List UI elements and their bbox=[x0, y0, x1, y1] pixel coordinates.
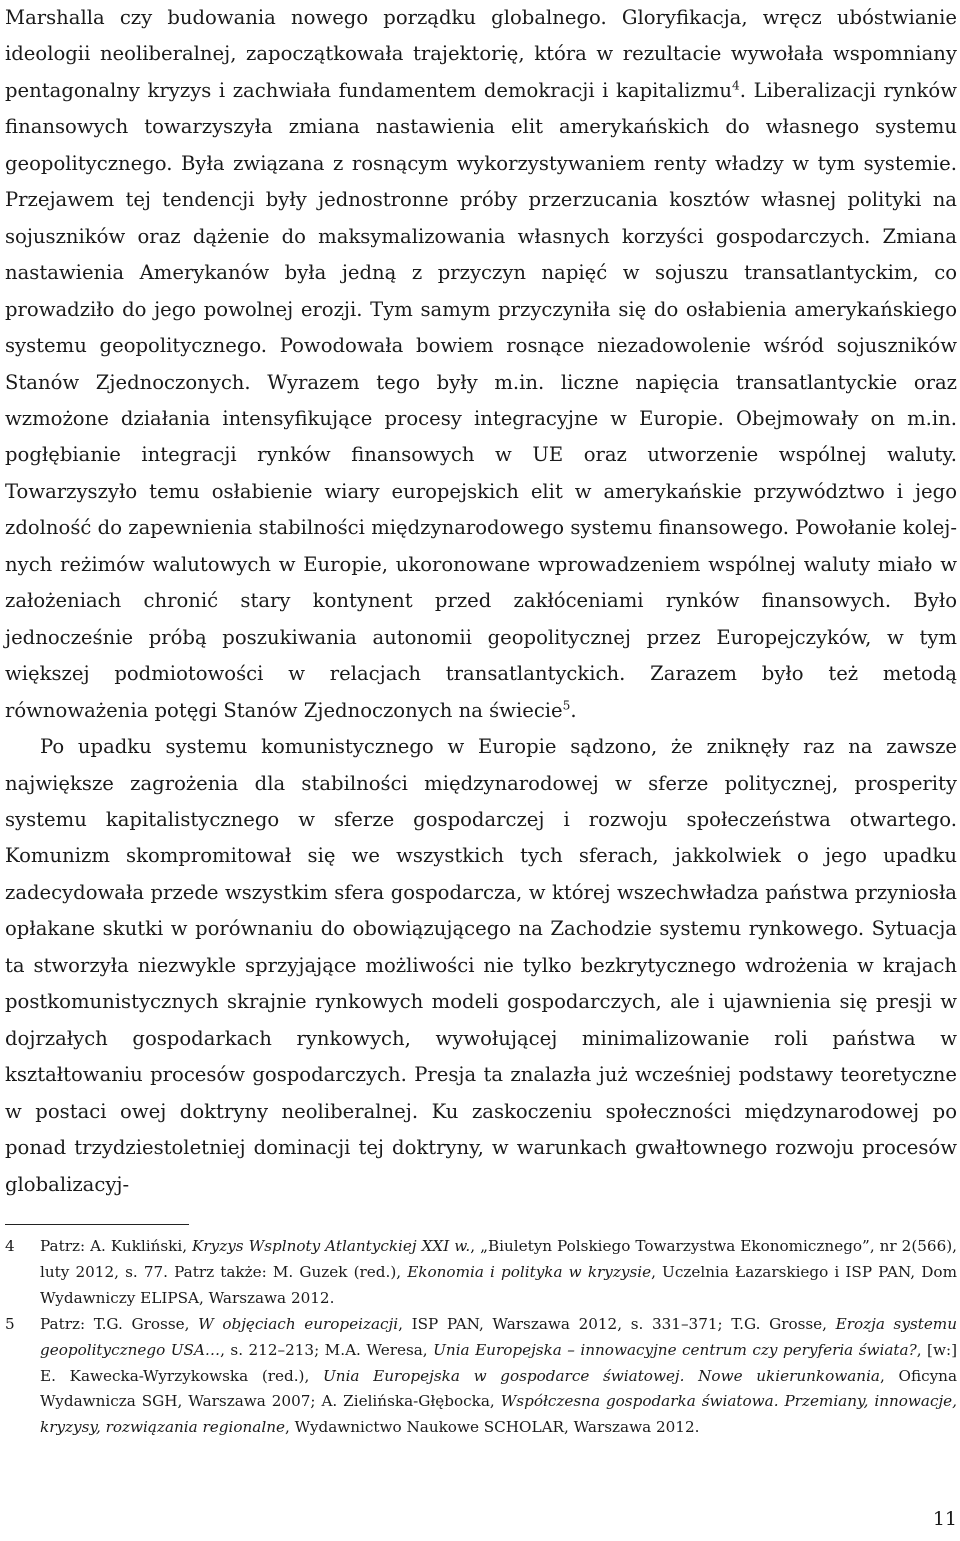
footnote-number: 4 bbox=[5, 1237, 15, 1255]
footnote-segment: , s. 212–213; M.A. Weresa, bbox=[220, 1340, 434, 1359]
footnote-segment: , Uczelnia Łazarskiego i ISP PAN, Dom Wydawniczy ELIPSA, Warszawa 2012. bbox=[40, 1262, 957, 1307]
footnote-title: W objęciach europeizacji bbox=[198, 1314, 399, 1333]
footnotes bbox=[5, 1234, 957, 1441]
footnote-segment: Patrz: A. Kukliński, bbox=[40, 1237, 193, 1255]
footnote-separator bbox=[5, 1224, 189, 1225]
footnote-text bbox=[40, 1234, 957, 1312]
footnote-title: Unia Europejska – innowacyjne centrum czy peryferia świata? bbox=[433, 1340, 917, 1359]
footnote-title: Ekonomia i polityka w kryzysie bbox=[407, 1262, 652, 1281]
paragraph bbox=[5, 729, 957, 1203]
footnote-segment: , [w:] E. Kawecka-Wyrzykowska (red.), bbox=[40, 1340, 958, 1385]
footnote bbox=[5, 1312, 957, 1442]
paragraph-text: . Liberalizacji rynków finansowych towarzyszyła zmiana nastawienia elit amerykańskich do własnego systemu geopolitycznego. Była związana z rosnącym wykorzystywaniem renty władzy w tym systemie. Przejawem tej tendencji były jednostronne próby przerzucania kosztów własnej polityki na sojuszników oraz dążenie do maksymalizowania własnych korzyści gospodarczych. Zmiana nastawienia Amerykanów była jedną z przyczyn napięć w sojuszu transatlantyckim, co prowadziło do jego powolnej erozji. Tym samym przyczyniła się do osłabienia amerykańskiego systemu geopolitycznego. Powodowała bowiem rosnące niezadowolenie wśród sojuszników Stanów Zjednoczonych. Wyrazem tego były m.in. liczne napięcia transatlantyckie oraz wzmożone działania intensyfikujące procesy integracyjne w Europie. Obejmowały on m.in. pogłębianie integracji rynków finansowych w UE oraz utworzenie wspólnej waluty. Towarzyszyło temu osłabienie wiary europejskich elit w amerykańskie przywództwo i jego zdolność do zapewnienia stabilności międzynarodowego systemu finansowego. Powołanie kolejnych reżimów walutowych w Europie, ukoronowane wprowadzeniem wspólnej waluty miało w założeniach chronić stary kontynent przed zakłóceniami rynków finansowych. Było jednocześnie próbą poszukiwania autonomii geopolitycznej przez Europejczyków, w tym większej podmiotowości w relacjach transatlantyckich. Zarazem było też metodą równoważenia potęgi Stanów Zjednoczonych na świecie bbox=[5, 78, 958, 722]
footnote-segment: , Oficyna Wydawnicza SGH, Warszawa 2007; A. Zielińska-Głębocka, bbox=[40, 1366, 958, 1411]
footnote-title: Erozja systemu geopolitycznego USA… bbox=[40, 1314, 957, 1359]
footnote-segment: , ISP PAN, Warszawa 2012, s. 331–371; T.G. Grosse, bbox=[398, 1314, 836, 1333]
footnote-title: Współczesna gospodarka światowa. Przemiany, innowacje, kryzysy, rozwiązania regionalne bbox=[40, 1392, 957, 1437]
footnote-segment: , „Biuletyn Polskiego Towarzystwa Ekonomicznego”, nr 2(566), luty 2012, s. 77. Patrz także: M. Guzek (red.), bbox=[40, 1237, 958, 1281]
paragraph bbox=[5, 0, 957, 729]
page-number: 11 bbox=[932, 1508, 957, 1530]
footnote-reference[interactable]: 5 bbox=[562, 698, 571, 713]
paragraph-text: . bbox=[570, 698, 577, 722]
paragraph-text: Po upadku systemu komunistycznego w Europie sądzono, że zniknęły raz na zawsze największe zagrożenia dla stabilności międzynarodowej w sferze politycznej, prosperity systemu kapitalistycznego w sferze gospodarczej i rozwoju społeczeństwa otwartego. Komunizm skompromitował się we wszystkich tych sferach, jakkolwiek o jego upadku zadecydowała przede wszystkim sfera gospodarcza, w której wszechwładza państwa przyniosła opłakane skutki w porównaniu do obowiązującego na Zachodzie systemu rynkowego. Sytuacja ta stworzyła niezwykle sprzyjające możliwości nie tylko bezkrytycznego wdrożenia w krajach postkomunistycznych skrajnie rynkowych modeli gospodarczych, ale i ujawnienia się presji w dojrzałych gospodarkach rynkowych, wywołującej minimalizowanie roli państwa w kształtowaniu procesów gospodarczych. Presja ta znalazła już wcześniej podstawy teoretyczne w postaci owej doktryny neoliberalnej. Ku zaskoczeniu społeczności międzynarodowej po ponad trzydziestoletniej dominacji tej doktryny, w warunkach gwałtownego rozwoju procesów globalizacyj- bbox=[5, 735, 957, 1196]
footnote-segment: , Wydawnictwo Naukowe SCHOLAR, Warszawa 2012. bbox=[284, 1418, 700, 1437]
footnote-number: 5 bbox=[5, 1314, 15, 1333]
footnote-title: Kryzys Wsplnoty Atlantyckiej XXI w. bbox=[192, 1237, 471, 1255]
body-text bbox=[5, 0, 957, 1203]
paragraph-text: Marshalla czy budowania nowego porządku globalnego. Gloryfikacja, wręcz ubóstwianie ideologii neoliberalnej, zapoczątkowała trajektorię, która w rezultacie wywołała wspomniany pentagonalny kryzys i zachwiała fundamentem demokracji i kapitalizmu bbox=[5, 6, 957, 102]
footnote-title: Unia Europejska w gospodarce światowej. Nowe ukierunkowania bbox=[322, 1366, 880, 1385]
footnote-reference[interactable]: 4 bbox=[732, 78, 740, 93]
footnote-text bbox=[40, 1312, 957, 1442]
footnote-segment: Patrz: T.G. Grosse, bbox=[40, 1314, 199, 1333]
footnote bbox=[5, 1234, 957, 1312]
